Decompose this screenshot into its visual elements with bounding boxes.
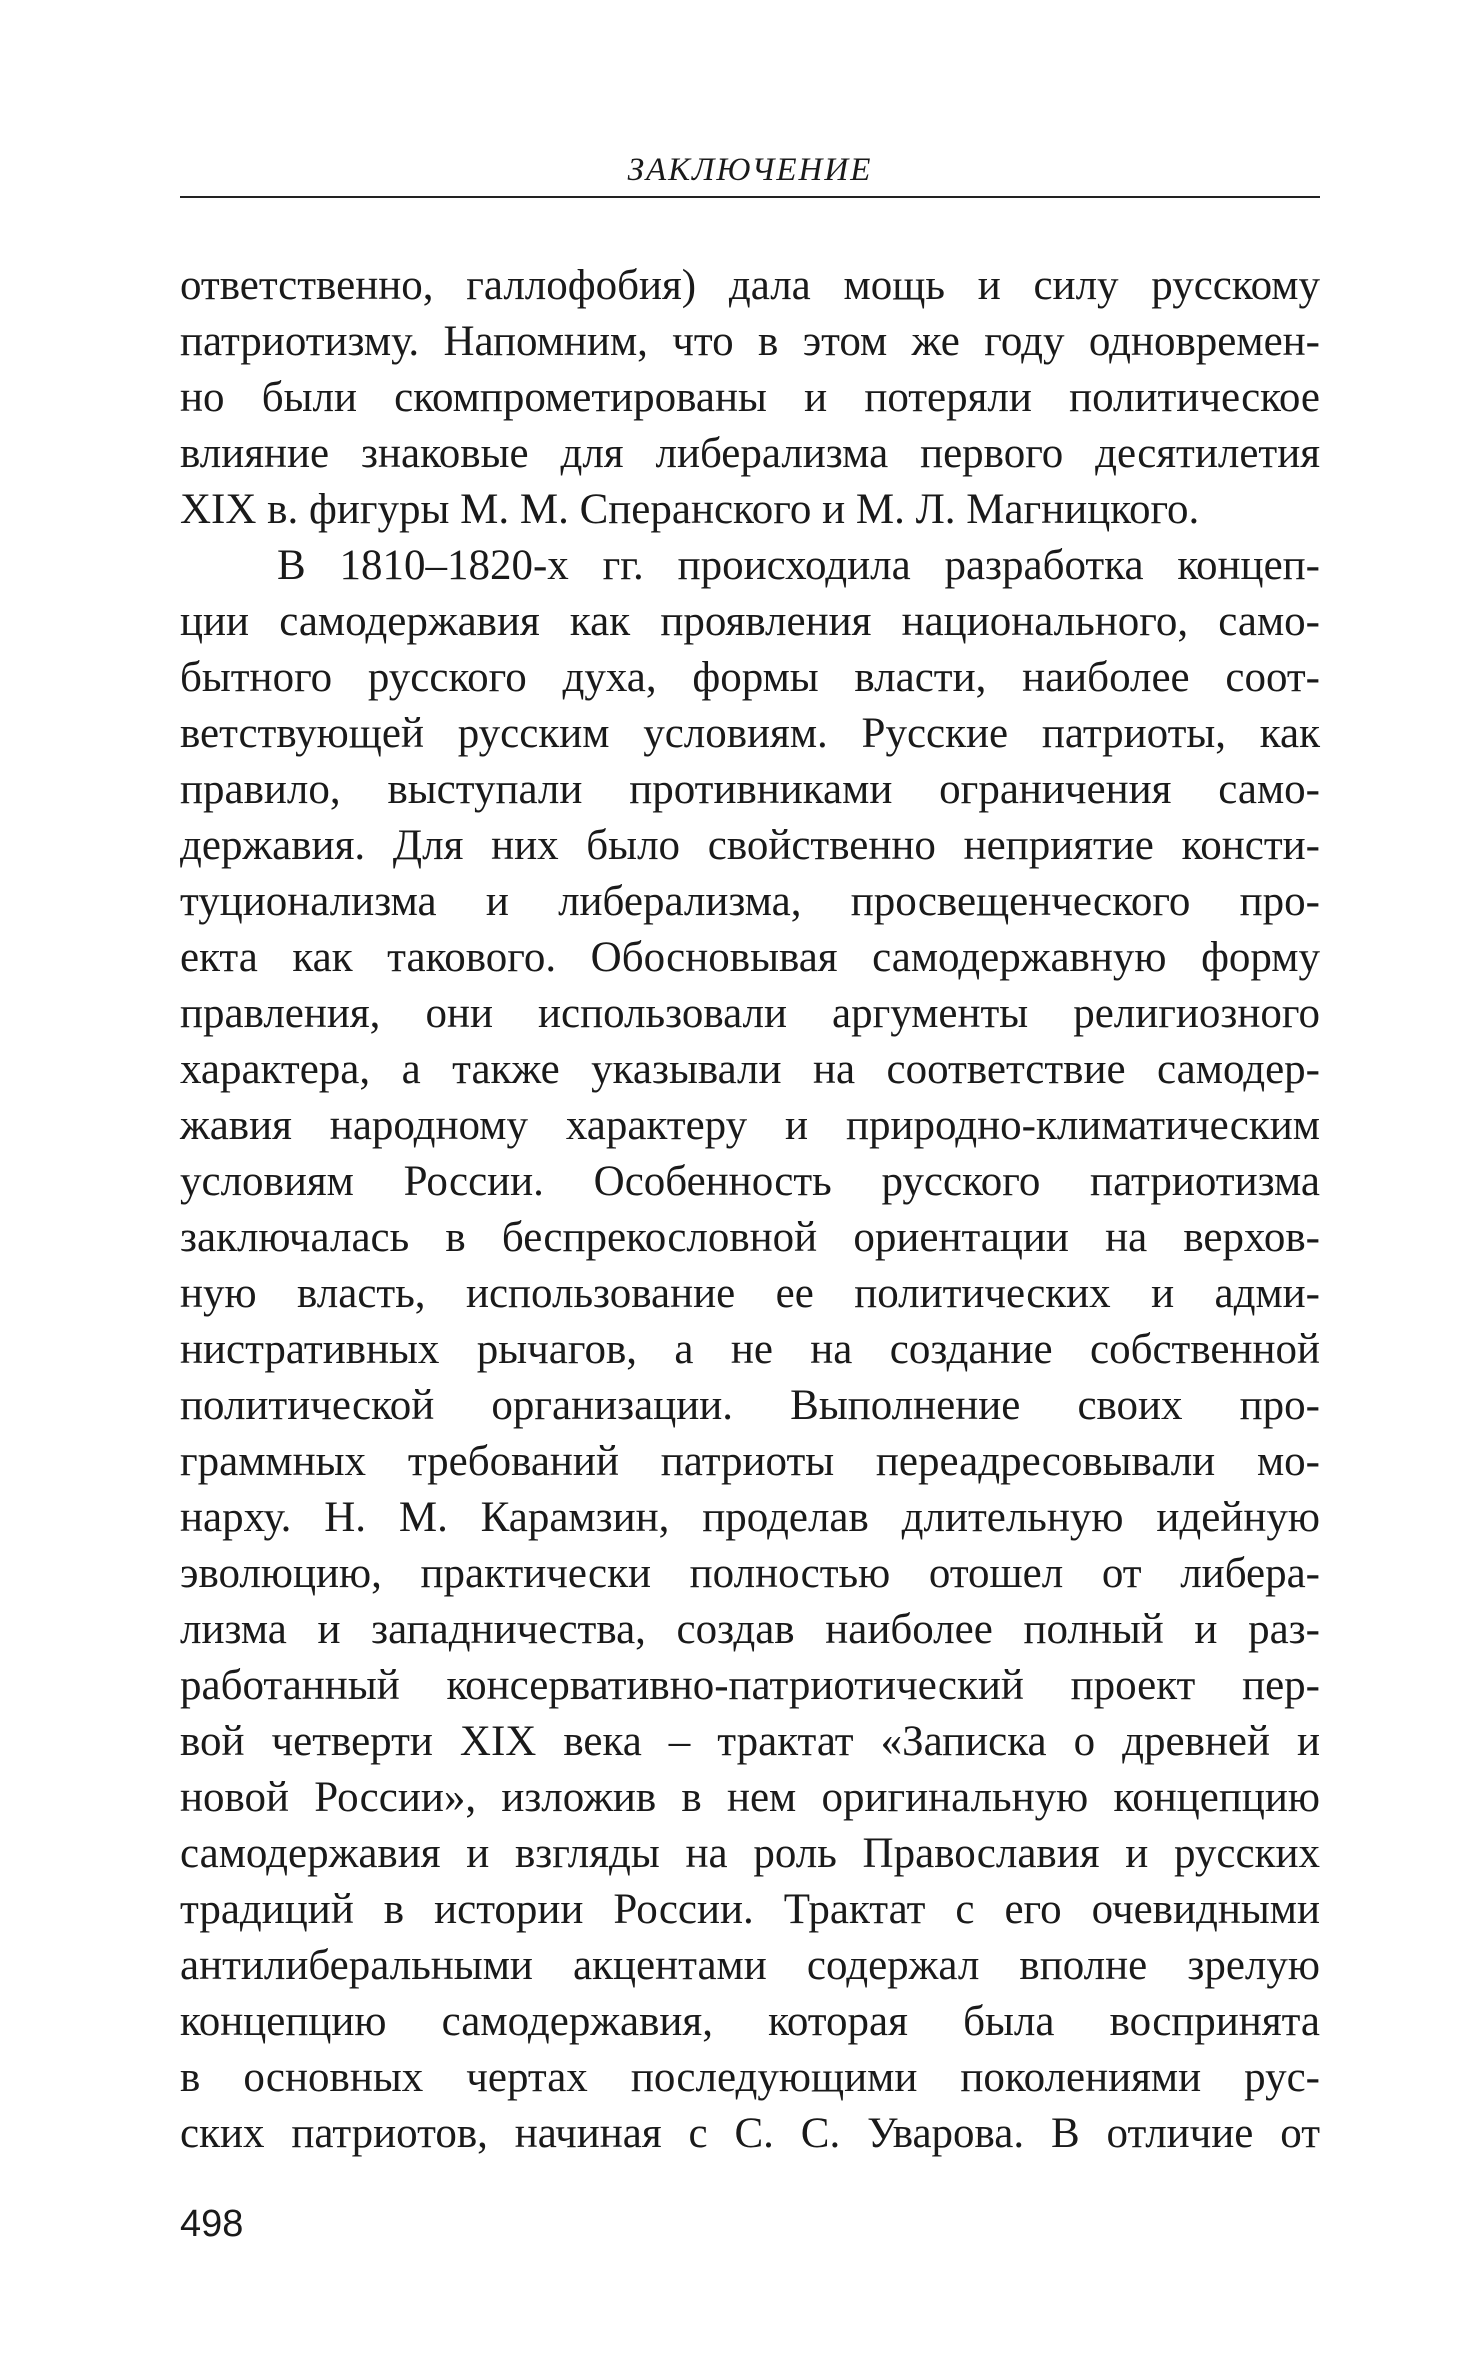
text-line: самодержавия и взгляды на роль Православия и русских xyxy=(180,1830,1320,1877)
text-line: ских патриотов, начиная с С. С. Уварова. В отличие от xyxy=(180,2110,1320,2157)
text-line: нарху. Н. М. Карамзин, проделав длительную идейную xyxy=(180,1494,1320,1541)
text-line: традиций в истории России. Трактат с его очевидными xyxy=(180,1886,1320,1933)
text-line: патриотизму. Напомним, что в этом же году одновремен- xyxy=(180,318,1320,365)
text-line: правления, они использовали аргументы религиозного xyxy=(180,990,1320,1037)
text-line: концепцию самодержавия, которая была воспринята xyxy=(180,1998,1320,2045)
text-line: правило, выступали противниками ограничения само- xyxy=(180,766,1320,813)
body-text xyxy=(180,258,1320,2162)
text-line: эволюцию, практически полностью отошел от либера- xyxy=(180,1550,1320,1597)
text-line: антилиберальными акцентами содержал вполне зрелую xyxy=(180,1942,1320,1989)
paragraph-first-line: В 1810–1820-х гг. происходила разработка концеп- xyxy=(277,542,1320,589)
text-line: бытного русского духа, формы власти, наиболее соот- xyxy=(180,654,1320,701)
text-line: ную власть, использование ее политических и адми- xyxy=(180,1270,1320,1317)
text-line: ответственно, галлофобия) дала мощь и силу русскому xyxy=(180,262,1320,309)
text-line: заключалась в беспрекословной ориентации на верхов- xyxy=(180,1214,1320,1261)
text-line: вой четверти XIX века – трактат «Записка о древней и xyxy=(180,1718,1320,1765)
text-line: екта как такового. Обосновывая самодержавную форму xyxy=(180,934,1320,981)
text-line: влияние знаковые для либерализма первого десятилетия xyxy=(180,430,1320,477)
text-line: ции самодержавия как проявления национального, само- xyxy=(180,598,1320,645)
text-line: ветствующей русским условиям. Русские патриоты, как xyxy=(180,710,1320,757)
text-line: лизма и западничества, создав наиболее полный и раз- xyxy=(180,1606,1320,1653)
text-line: в основных чертах последующими поколениями рус- xyxy=(180,2054,1320,2101)
page-number: 498 xyxy=(180,2203,244,2245)
text-line: но были скомпрометированы и потеряли политическое xyxy=(180,374,1320,421)
text-line: нистративных рычагов, а не на создание собственной xyxy=(180,1326,1320,1373)
text-line: условиям России. Особенность русского патриотизма xyxy=(180,1158,1320,1205)
text-line: граммных требований патриоты переадресовывали мо- xyxy=(180,1438,1320,1485)
running-head-title: ЗАКЛЮЧЕНИЕ xyxy=(627,152,873,188)
text-line: политической организации. Выполнение своих про- xyxy=(180,1382,1320,1429)
text-line: работанный консервативно-патриотический проект пер- xyxy=(180,1662,1320,1709)
text-line: державия. Для них было свойственно неприятие консти- xyxy=(180,822,1320,869)
text-line: новой России», изложив в нем оригинальную концепцию xyxy=(180,1774,1320,1821)
text-line: XIX в. фигуры М. М. Сперанского и М. Л. Магницкого. xyxy=(180,486,1200,533)
text-line: жавия народному характеру и природно-климатическим xyxy=(180,1102,1320,1149)
text-line: характера, а также указывали на соответствие самодер- xyxy=(180,1046,1320,1093)
header-rule xyxy=(180,196,1320,198)
text-line: туционализма и либерализма, просвещенческого про- xyxy=(180,878,1320,925)
